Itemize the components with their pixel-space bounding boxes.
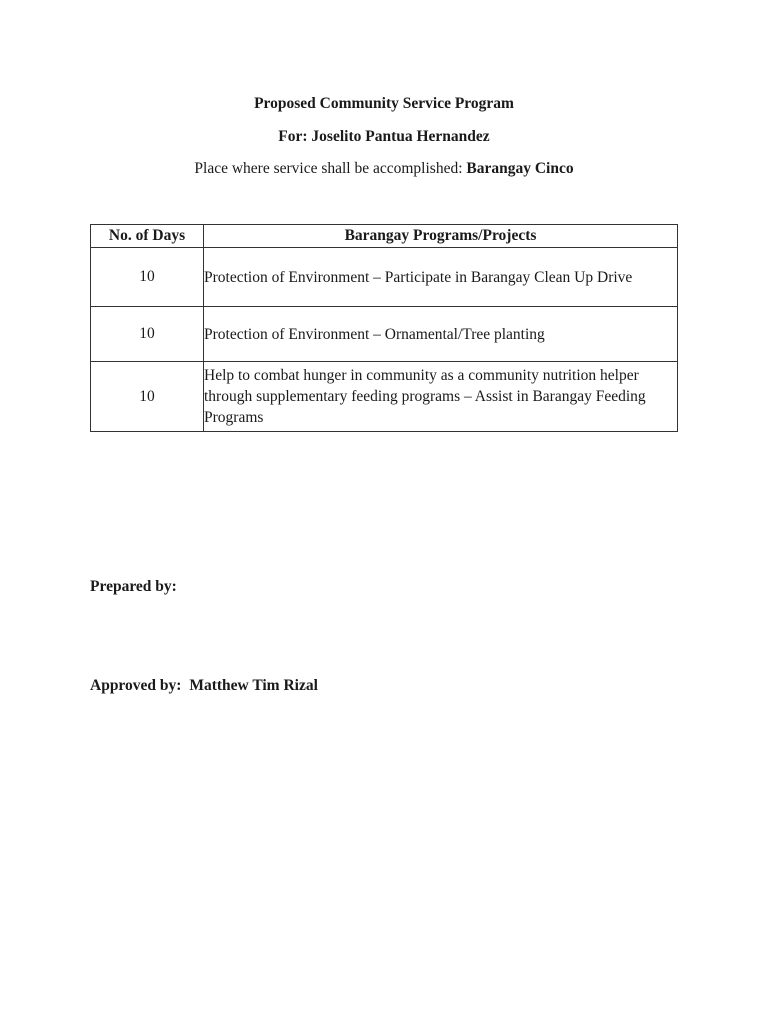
days-cell: 10 xyxy=(91,248,204,307)
programs-table xyxy=(90,224,678,432)
recipient-line: For: Joselito Pantua Hernandez xyxy=(278,128,490,145)
table-row xyxy=(91,307,678,362)
header-days: No. of Days xyxy=(91,225,204,248)
place-line xyxy=(0,160,768,178)
place-value: Barangay Cinco xyxy=(466,160,574,177)
days-cell: 10 xyxy=(91,307,204,362)
approver-name: Matthew Tim Rizal xyxy=(189,677,318,694)
program-cell: Protection of Environment – Participate in Barangay Clean Up Drive xyxy=(204,248,678,307)
days-cell: 10 xyxy=(91,362,204,432)
table-header-row xyxy=(91,225,678,248)
table-row xyxy=(91,248,678,307)
header-programs: Barangay Programs/Projects xyxy=(204,225,678,248)
prepared-by-label: Prepared by: xyxy=(90,578,177,595)
document-title: Proposed Community Service Program xyxy=(254,95,514,112)
program-cell: Help to combat hunger in community as a community nutrition helper through supplementary feeding programs – Assist in Barangay Feeding Programs xyxy=(204,362,678,432)
place-label: Place where service shall be accomplished: xyxy=(194,160,463,177)
approved-by-label: Approved by: xyxy=(90,677,182,694)
approved-by-line xyxy=(90,677,318,695)
table-row xyxy=(91,362,678,432)
program-cell: Protection of Environment – Ornamental/Tree planting xyxy=(204,307,678,362)
